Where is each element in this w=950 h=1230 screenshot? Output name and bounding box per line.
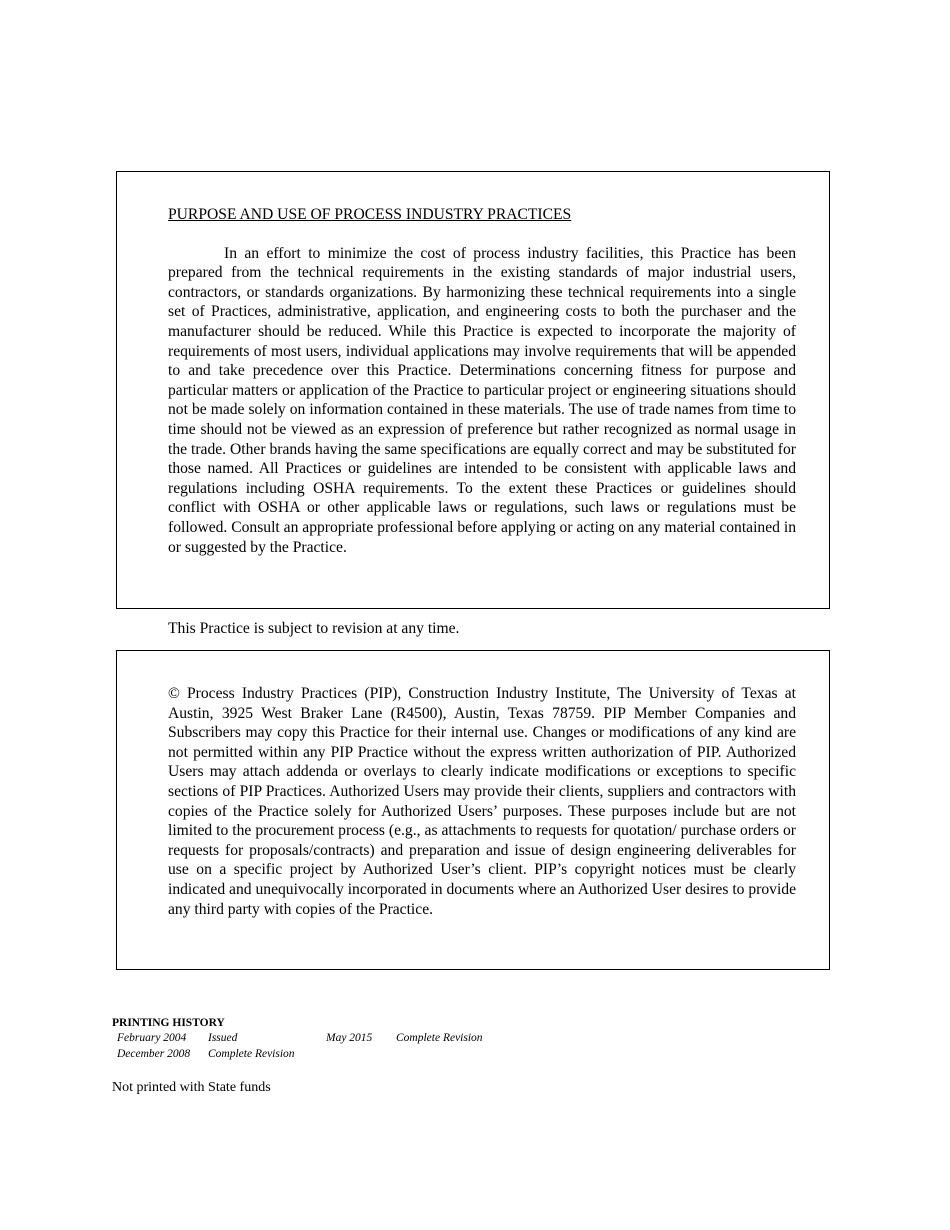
revision-note: This Practice is subject to revision at any time. [168,620,460,637]
purpose-content [168,205,796,557]
history-status: Complete Revision [208,1048,295,1060]
history-date: December 2008 [117,1048,191,1060]
copyright-content [168,684,796,919]
purpose-heading: PURPOSE AND USE OF PROCESS INDUSTRY PRACTICES [168,206,572,223]
copyright-paragraph: © Process Industry Practices (PIP), Construction Industry Institute, The University of Texas at Austin, 3925 West Braker Lane (R4500), Austin, Texas 78759. PIP Member Companies and Subscribers may copy this Practice for their internal use. Changes or modifications of any kind are not permitted within any PIP Practice without the express written authorization of PIP. Authorized Users may attach addenda or overlays to clearly indicate modifications or exceptions to specific sections of PIP Practices. Authorized Users may provide their clients, suppliers and contractors with copies of the Practice solely for Authorized Users’ purposes. These purposes include but are not limited to the procurement process (e.g., as attachments to requests for quotation/ purchase orders or requests for proposals/contracts) and preparation and issue of design engineering deliverables for use on a specific project by Authorized User’s client. PIP’s copyright notices must be clearly indicated and unequivocally incorporated in documents where an Authorized User desires to provide any third party with copies of the Practice. [168,685,796,918]
history-date: May 2015 [326,1032,373,1044]
history-date: February 2004 [117,1032,187,1044]
history-status: Complete Revision [396,1032,483,1044]
history-status: Issued [208,1032,238,1044]
printing-history [112,1016,225,1030]
printing-history-title: PRINTING HISTORY [112,1017,225,1029]
purpose-paragraph: In an effort to minimize the cost of process industry facilities, this Practice has been prepared from the technical requirements in the existing standards of major industrial users, contractors, or standards organizations. By harmonizing these technical requirements into a single set of Practices, administrative, application, and engineering costs to both the purchaser and the manufacturer should be reduced. While this Practice is expected to incorporate the majority of requirements of most users, individual applications may involve requirements that will be appended to and take precedence over this Practice. Determinations concerning fitness for purpose and particular matters or application of the Practice to particular project or engineering situations should not be made solely on information contained in these materials. The use of trade names from time to time should not be viewed as an expression of preference but rather recognized as normal usage in the trade. Other brands having the same specifications are equally correct and may be substituted for those named. All Practices or guidelines are intended to be consistent with applicable laws and regulations including OSHA requirements. To the extent these Practices or guidelines should conflict with OSHA or other applicable laws or regulations, such laws or regulations must be followed. Consult an appropriate professional before applying or acting on any material contained in or suggested by the Practice. [168,244,796,556]
footer-note: Not printed with State funds [112,1080,271,1095]
purpose-box [116,171,830,609]
copyright-box [116,650,830,970]
